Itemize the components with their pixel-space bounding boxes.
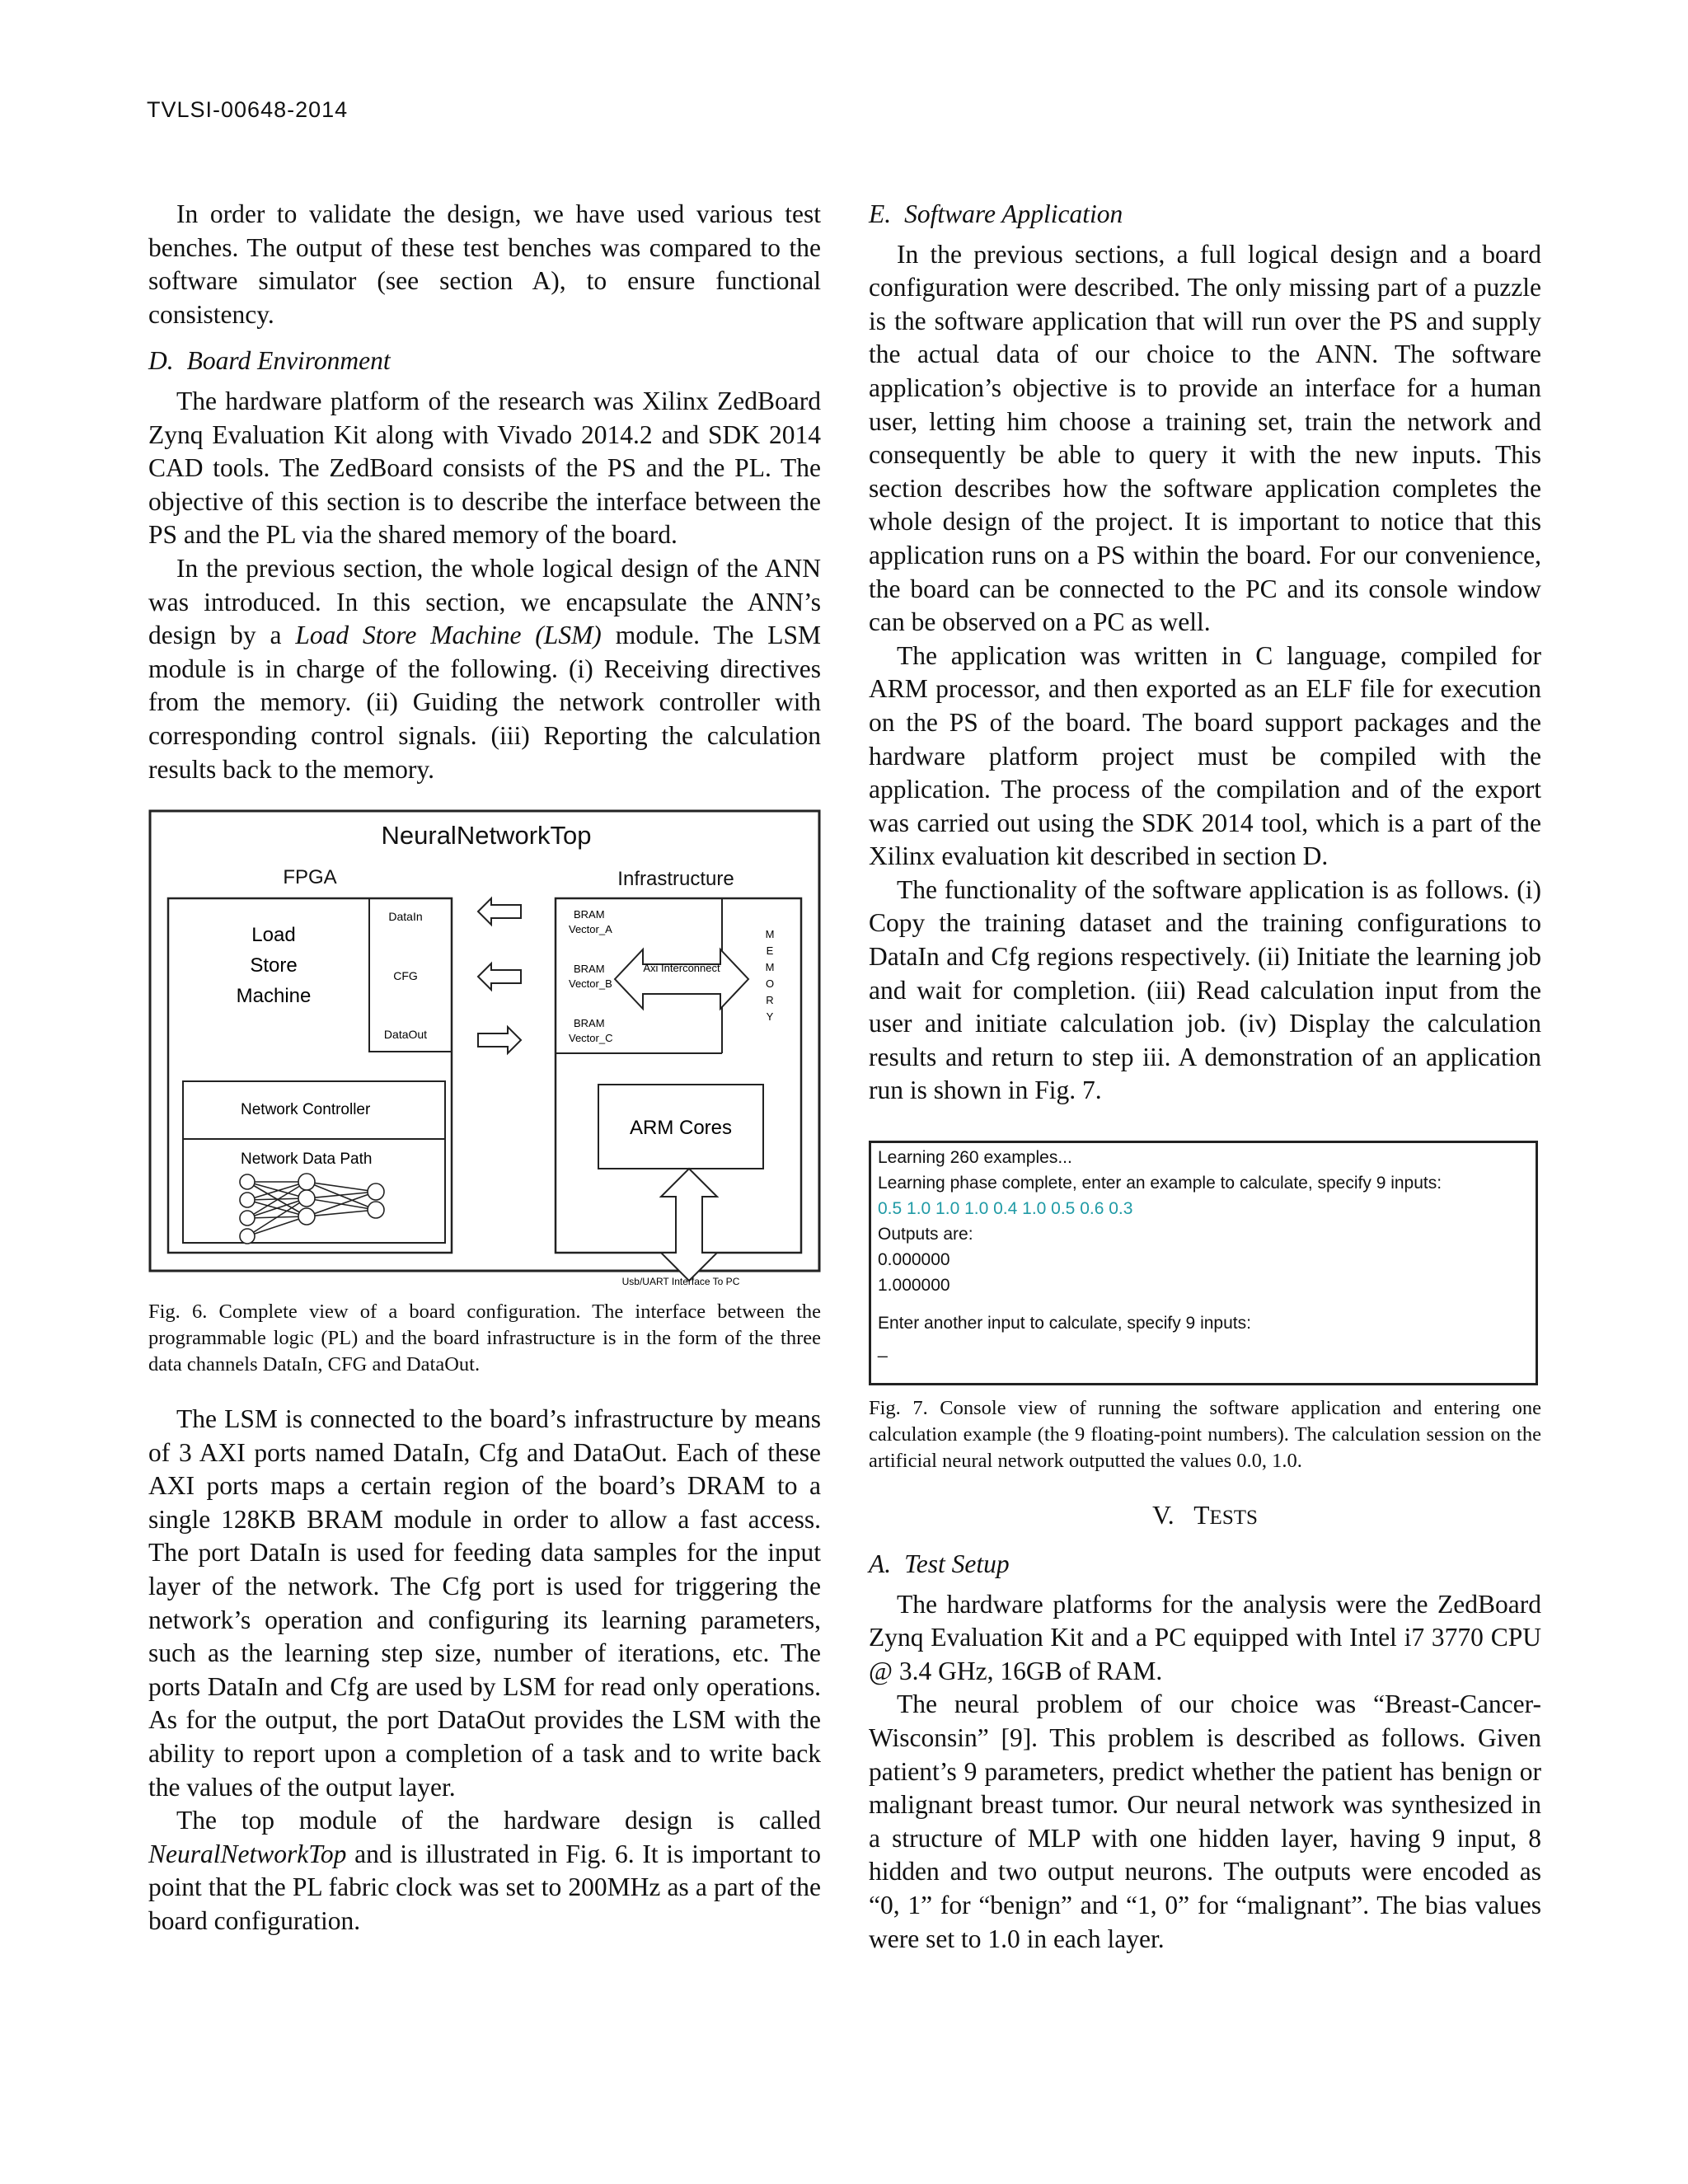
console-line: 1.000000 (878, 1276, 950, 1296)
section-label: E. (869, 199, 892, 228)
paragraph: The hardware platform of the research was Xilinx ZedBoard Zynq Evaluation Kit along with Vivado 2014.2 and SDK 2014 CAD tools. The ZedBoard consists of the PS and the PL. The objective of this section is to describe the interface between the PS and the PL via the shared memory of the board. (148, 386, 821, 550)
datain-port: DataIn (388, 910, 423, 924)
usb-uart-label: Usb/UART Interface To PC (621, 1276, 740, 1288)
page-header: TVLSI-00648-2014 (147, 97, 349, 122)
section-number: V. (1152, 1501, 1175, 1530)
bram-label: BRAM (574, 963, 605, 976)
neural-network-icon (240, 1174, 384, 1244)
section-heading-d (148, 344, 821, 378)
memory-letter: E (766, 944, 774, 958)
figure-6 (148, 809, 821, 1378)
section-title: Test Setup (904, 1549, 1010, 1579)
lsm-label: Machine (236, 985, 312, 1008)
console-line: Learning 260 examples... (878, 1148, 1072, 1168)
section-label: A. (869, 1549, 892, 1579)
section-title: Board Environment (186, 346, 391, 376)
console-input-line: 0.5 1.0 1.0 1.0 0.4 1.0 0.5 0.6 0.3 (878, 1199, 1133, 1219)
diagram-title: NeuralNetworkTop (381, 821, 592, 851)
paragraph (148, 552, 821, 786)
dataout-arrow (478, 1027, 521, 1053)
section-heading-a (869, 1548, 1541, 1582)
left-column (148, 198, 821, 1938)
lsm-label: Store (250, 954, 298, 977)
bram-label: BRAM (574, 1017, 605, 1030)
paragraph: The LSM is connected to the board’s infrastructure by means of 3 AXI ports named DataIn, Cfg and DataOut. Each of these AXI ports maps a certain region of the board’s DRAM to a single 128KB BRAM module in order to allow a fast access. The port DataIn is used for feeding data samples for the input layer of the network. The Cfg port is used for triggering the network’s operation and configuring its learning parameters, such as the learning step size, number of iterations, etc. The ports DataIn and Cfg are used by LSM for read only operations. As for the output, the port DataOut provides the LSM with the ability to report upon a completion of a task and to write back the values of the output layer. (148, 1404, 821, 1802)
paragraph-text: The top module of the hardware design is called (176, 1806, 821, 1835)
memory-letter: M (765, 928, 775, 941)
network-controller-label: Network Controller (241, 1101, 371, 1119)
axi-interconnect-arrow (615, 949, 748, 1009)
right-column (869, 198, 1541, 1956)
section-title: Software Application (904, 199, 1123, 228)
paragraph: In the previous sections, a full logical design and a board configuration were described. The only missing part of a puzzle is the software application that will run over the PS and supply the actual data of our choice to the ANN. The software application’s objective is to provide an interface for a human user, letting him choose a training set, train the network and consequently be able to query it with the new inputs. This section describes how the software application completes the whole design of the project. It is important to notice that this application runs on a PS within the board. For our convenience, the board can be connected to the PC and its console window can be observed on a PC as well. (869, 239, 1541, 637)
console-line: Learning phase complete, enter an example to calculate, specify 9 inputs: (878, 1174, 1442, 1193)
datain-arrow (478, 898, 521, 925)
bram-label: Vector_B (569, 977, 612, 991)
console-line: Outputs are: (878, 1225, 973, 1244)
memory-letter: Y (766, 1010, 774, 1024)
emphasis-text: Load Store Machine (LSM) (295, 621, 602, 650)
section-label: D. (148, 346, 174, 376)
paragraph-text: In the previous section, the whole logical design of the ANN was introduced. In this section, we encapsulate the ANN’s design by a (148, 553, 821, 650)
paragraph: The functionality of the software application is as follows. (i) Copy the training dataset and the training configurations to DataIn and Cfg regions respectively. (ii) Initiate the learning job and wait for completion. (iii) Read calculation input from the user and initiate calculation job. (iv) Display the calculation results and return to step iii. A demonstration of an application run is shown in Fig. 7. (869, 874, 1541, 1105)
usb-uart-arrow (661, 1169, 717, 1281)
console-cursor: _ (878, 1339, 888, 1359)
figure-7-caption: Fig. 7. Console view of running the software application and entering one calculation example (the 9 floating-point numbers). The calculation session on the artificial neural network outputted the values 0.0, 1.0. (869, 1397, 1541, 1473)
lsm-label: Load (251, 924, 296, 947)
paragraph: The application was written in C language, compiled for ARM processor, and then exported as an ELF file for execution on the PS of the board. The board support packages and the hardware platform project must be compiled with the application. The process of the compilation and of the export was carried out using the SDK 2014 tool, which is a part of the Xilinx evaluation kit described in section D. (869, 640, 1541, 871)
paragraph: The hardware platforms for the analysis were the ZedBoard Zynq Evaluation Kit and a PC equipped with Intel i7 3770 CPU @ 3.4 GHz, 16GB of RAM. (869, 1589, 1541, 1685)
section-heading-v (869, 1499, 1541, 1535)
console-line: 0.000000 (878, 1250, 950, 1270)
network-datapath-label: Network Data Path (241, 1151, 373, 1169)
dataout-port: DataOut (383, 1028, 428, 1042)
emphasis-text: NeuralNetworkTop (148, 1839, 347, 1868)
bram-label: Vector_C (569, 1032, 613, 1045)
memory-label (766, 928, 775, 1023)
console-window (869, 1141, 1538, 1385)
bram-label: BRAM (574, 908, 605, 921)
paragraph-text: module. The LSM module is in charge of the following. (i) Receiving directives from the memory. (ii) Guiding the network controller with corresponding control signals. (iii) Reporting the calculation results back to the memory. (148, 621, 821, 784)
axi-interconnect-label: Axi Interconnect (643, 962, 720, 975)
console-line: Enter another input to calculate, specify 9 inputs: (878, 1314, 1251, 1333)
board-diagram (148, 809, 821, 1289)
cfg-arrow (478, 963, 521, 990)
section-heading-e (869, 198, 1541, 232)
arm-cores-label: ARM Cores (629, 1117, 733, 1140)
bram-label: Vector_A (569, 923, 612, 936)
cfg-port: CFG (393, 969, 418, 983)
paragraph: The neural problem of our choice was “Breast-Cancer-Wisconsin” [9]. This problem is described as follows. Given patient’s 9 parameters, predict whether the patient has benign or malignant breast tumor. Our neural network was synthesized in a structure of MLP with one hidden layer, having 9 input, 8 hidden and two output neurons. The outputs were encoded as “0, 1” for “benign” and “1, 0” for “malignant”. The bias values were set to 1.0 in each layer. (869, 1690, 1541, 1953)
figure-6-caption: Fig. 6. Complete view of a board configuration. The interface between the programmable logic (PL) and the board infrastructure is in the form of the three data channels DataIn, CFG and DataOut. (148, 1301, 821, 1376)
section-title-initial: T (1193, 1501, 1210, 1530)
memory-letter: R (766, 994, 774, 1007)
fpga-label: FPGA (283, 866, 337, 889)
paragraph (148, 1804, 821, 1938)
paragraph: In order to validate the design, we have used various test benches. The output of these test benches was compared to the software simulator (see section A), to ensure functional consistency. (148, 199, 821, 329)
section-title-rest: ESTS (1209, 1507, 1258, 1530)
infrastructure-label: Infrastructure (617, 868, 734, 891)
memory-letter: M (765, 961, 775, 974)
paragraph-text: and is illustrated in Fig. 6. It is important to point that the PL fabric clock was set to 200MHz as a part of the board configuration. (148, 1839, 821, 1935)
memory-letter: O (765, 977, 775, 991)
